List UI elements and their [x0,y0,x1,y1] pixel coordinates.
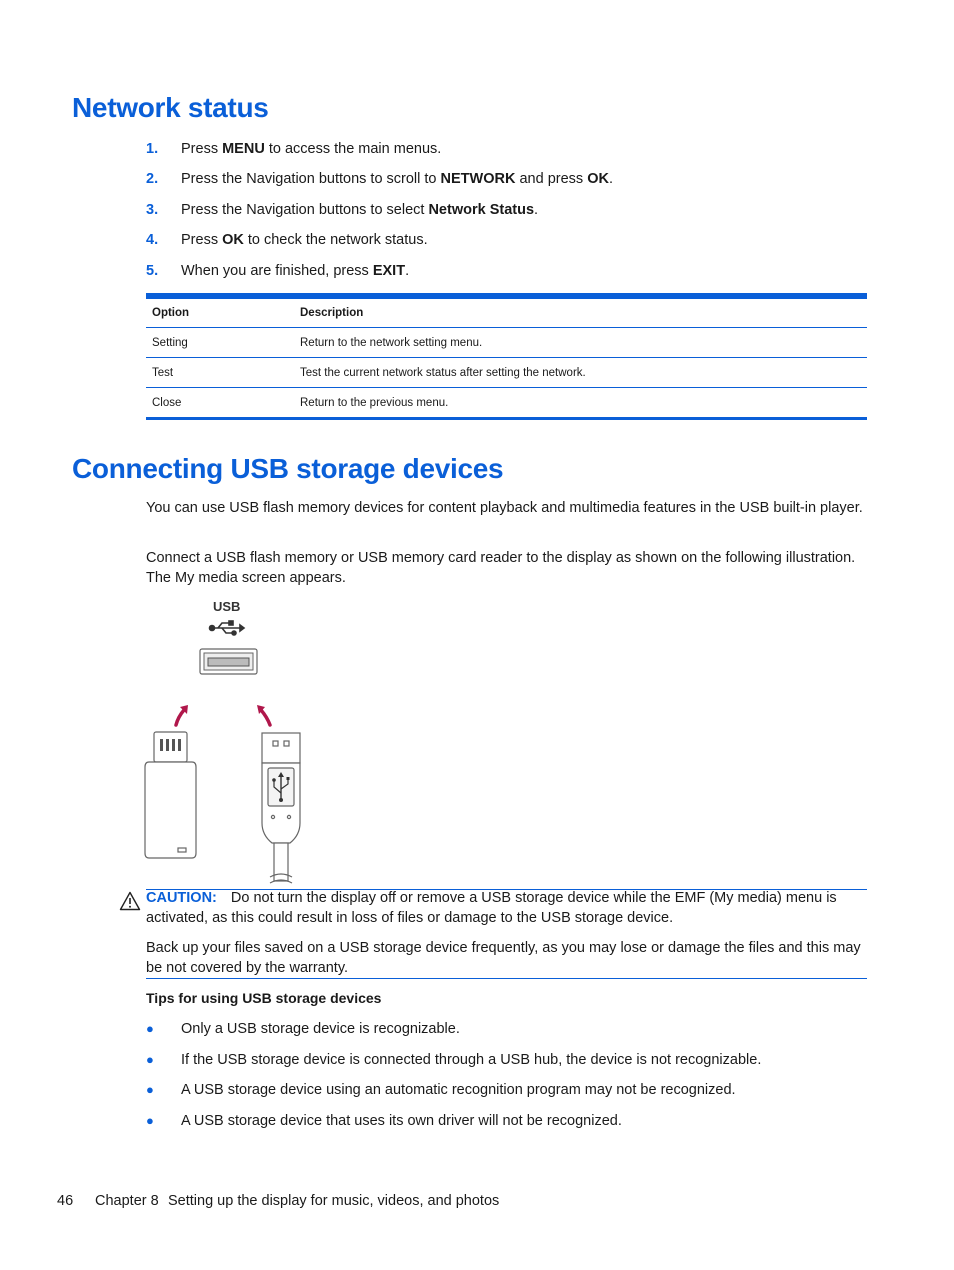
caution-text: Do not turn the display off or remove a USB storage device while the EMF (My media) menu is activated, as this could result in loss of files or damage to the USB storage device. [146,890,837,926]
bullet-icon: ● [146,1082,154,1097]
step-number: 1. [146,141,159,157]
step-text: Press MENU to access the main menus. [181,141,442,157]
step-text: Press the Navigation buttons to scroll to NETWORK and press OK. [181,171,613,187]
heading-network-status: Network status [72,92,269,123]
table-cell-description: Test the current network status after setting the network. [294,358,867,388]
arrow-up-icon [257,705,270,725]
table-cell-description: Return to the previous menu. [300,396,449,409]
warning-triangle-icon [119,891,141,911]
options-table [146,293,867,420]
step-1 [146,140,866,158]
list-item [146,1081,866,1099]
list-item [146,1112,866,1130]
heading-connecting-usb: Connecting USB storage devices [72,453,504,484]
table-header-row [146,296,867,328]
step-number: 3. [146,202,159,218]
step-number: 4. [146,232,159,248]
table-row [146,388,867,419]
step-text: Press the Navigation buttons to select Network Status. [181,202,539,218]
table-cell-option: Close [152,396,182,409]
tips-heading: Tips for using USB storage devices [146,990,382,1006]
step-number: 5. [146,263,159,279]
usb-intro-paragraph: You can use USB flash memory devices for content playback and multimedia features in the USB built-in player. [146,500,863,516]
footer-chapter-title: Setting up the display for music, videos, and photos [168,1193,500,1209]
usb-plug-icon [262,733,300,883]
list-item-text: A USB storage device using an automatic recognition program may not be recognized. [181,1082,736,1098]
arrow-up-icon [176,705,188,725]
step-text: When you are finished, press EXIT. [181,263,410,279]
bullet-icon: ● [146,1113,154,1128]
usb-connect-paragraph: Connect a USB flash memory or USB memory card reader to the display as shown on the following illustration. The My media screen appears. [146,550,856,586]
step-number: 2. [146,171,159,187]
bullet-icon: ● [146,1052,154,1067]
bullet-icon: ● [146,1021,154,1036]
usb-port-label: USB [213,599,241,614]
card-reader-device-icon [145,732,196,858]
table-cell-option: Setting [146,328,294,358]
table-cell-option: Test [146,358,294,388]
usb-symbol-icon [210,621,245,635]
step-5 [146,262,866,280]
footer-chapter: Chapter 8 [95,1193,159,1209]
column-header-option: Option [146,296,294,328]
step-text: Press OK to check the network status. [181,232,428,248]
usb-connection-illustration [140,595,320,890]
list-item [146,1051,866,1069]
list-item-text: Only a USB storage device is recognizable. [181,1021,460,1037]
backup-paragraph: Back up your files saved on a USB storage device frequently, as you may lose or damage the files and this may be not covered by the warranty. [146,940,861,976]
table-cell-description: Return to the network setting menu. [294,328,867,358]
caution-label: CAUTION: [146,890,217,906]
page-number: 46 [57,1193,74,1209]
caution-bottom-rule [146,978,867,979]
table-row [146,328,867,358]
step-4 [146,231,866,249]
list-item-text: A USB storage device that uses its own driver will not be recognized. [181,1113,622,1129]
table-row [146,358,867,388]
caution-paragraph [146,889,866,928]
usb-port-icon [200,649,257,674]
list-item [146,1020,866,1038]
step-3 [146,201,866,219]
column-header-description: Description [294,296,867,328]
list-item-text: If the USB storage device is connected through a USB hub, the device is not recognizable. [181,1052,762,1068]
step-2 [146,170,866,188]
